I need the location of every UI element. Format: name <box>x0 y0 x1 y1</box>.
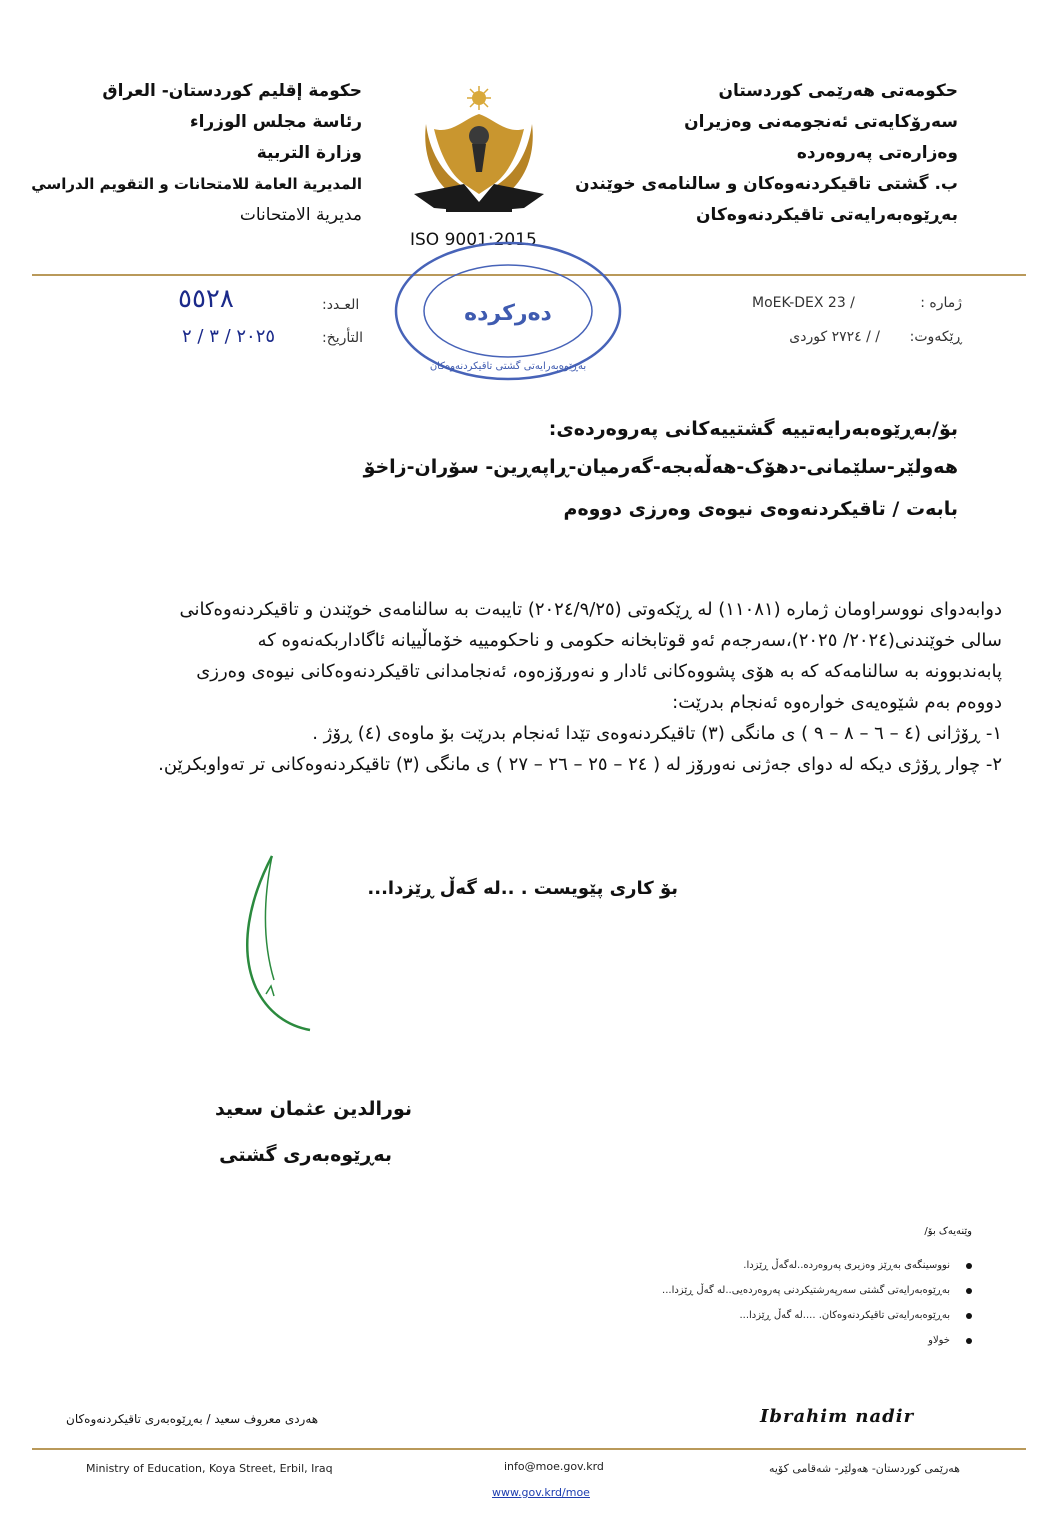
body-list-item: ٢- چوار ڕۆژی دیکە لە دوای جەژنی نەورۆز لە ( ٢٤ – ٢٥ – ٢٦ – ٢٧ ) ی مانگی (٣) تاقیکردنەوەکانی تر تەواوبکرێن. <box>158 754 1002 775</box>
body-line: دوابەدوای نووسراومان ژمارە (١١٠٨١) لە ڕێکەوتی (٢٠٢٤/٩/٢٥) تایبەت بە سالنامەی خوێندن و تاقیکردنەوەکانی <box>179 599 1002 620</box>
number-value: MoEK-DEX 23 / <box>752 295 855 311</box>
iso-certification: ISO 9001:2015 <box>410 230 537 250</box>
recipient: بۆ/بەڕێوەبەرایەتیيە گشتییەکانی پەروەردەی: <box>548 418 958 440</box>
number-label-ar: العـدد: <box>322 297 360 313</box>
date-label-ku: ڕێکەوت: <box>909 329 962 345</box>
copies-item-text: خولاو <box>928 1335 950 1346</box>
official-stamp <box>388 236 628 386</box>
kurdistan-emblem-icon <box>404 84 554 224</box>
footer-address-ku: هەرێمی کوردستان- هەولێر- شەقامی کۆیە <box>768 1462 960 1475</box>
signatory-title: بەڕێوەبەری گشتی <box>219 1144 392 1166</box>
footer-address-en: Ministry of Education, Koya Street, Erbil, Iraq <box>86 1462 333 1475</box>
copies-item-text: بەڕێوەبەرایەتی گشتی سەرپەرشتیکردنی پەروەردەیی..لە گەڵ ڕێزدا... <box>662 1285 950 1296</box>
header-arabic <box>32 76 362 231</box>
header-arabic-line: المديرية العامة للامتحانات و التقويم الدراسي <box>31 175 362 193</box>
svg-text:بەڕێوەبەرایەتی گشتی تاقیکردنەو: بەڕێوەبەرایەتی گشتی تاقیکردنەوەکان <box>429 361 587 372</box>
header-kurdish-line: وەزارەتی پەروەردە <box>796 143 958 163</box>
date-label-ar: التأريخ: <box>322 330 364 346</box>
header-arabic-line: مديرية الامتحانات <box>239 205 362 225</box>
bullet-icon <box>966 1338 972 1344</box>
body-list-item: ١- ڕۆژانی (٤ – ٦ – ٨ – ٩ ) ی مانگی (٣) تاقیکردنەوەی تێدا ئەنجام بدرێت بۆ ماوەی (٤) ڕۆژ . <box>312 723 1002 744</box>
header-kurdish-line: ب. گشتی تاقیکردنەوەکان و سالنامەی خوێندن <box>575 174 958 194</box>
bullet-icon <box>966 1263 972 1269</box>
signature-graphic <box>232 848 322 1038</box>
bullet-icon <box>966 1313 972 1319</box>
header-kurdish-line: سەرۆکایەتی ئەنجومەنی وەزیران <box>684 112 958 132</box>
footer-website[interactable]: www.gov.krd/moe <box>492 1486 590 1499</box>
header-arabic-line: وزارة التربية <box>256 143 362 163</box>
letter-body <box>34 594 1002 780</box>
svg-text:دەرکردە: دەرکردە <box>464 301 552 326</box>
copies-item-text: نووسینگەی بەڕێز وەزیری پەروەردە..لەگەڵ ڕێزدا. <box>743 1260 950 1271</box>
preparer-handwritten: Ibrahim nadir <box>760 1406 915 1427</box>
header-kurdish-line: حکومەتی هەرێمی کوردستان <box>718 81 958 101</box>
recipient-cities: هەولێر-سلێمانی-دهۆک-هەڵەبجە-گەرمیان-ڕاپەڕین- سۆران-زاخۆ <box>363 456 958 478</box>
date-value-ku: / / ٢٧٢٤ کوردی <box>789 329 880 345</box>
number-label-ku: ژمارە : <box>920 295 962 311</box>
handwritten-number: ٥٥٢٨ <box>178 284 234 314</box>
copies-list <box>352 1253 972 1353</box>
copies-item <box>352 1278 972 1303</box>
copies-heading: وێنەیەک بۆ/ <box>924 1226 972 1237</box>
closing-line: بۆ کاری پێویست . ..لە گەڵ ڕێزدا... <box>367 878 678 899</box>
body-line: پابەندبوونە بە سالنامەکە کە بە هۆی پشووەکانی ئادار و نەورۆزەوە، ئەنجامدانی تاقیکردنەوەکانی نیوەی وەرزی <box>196 661 1002 682</box>
header-arabic-line: رئاسة مجلس الوزراء <box>189 112 362 132</box>
copies-item <box>352 1253 972 1278</box>
header-kurdish <box>538 76 958 231</box>
footer-divider <box>32 1448 1026 1450</box>
footer-email[interactable]: info@moe.gov.krd <box>504 1460 604 1473</box>
stamp-lettering <box>430 301 586 372</box>
handwritten-date: ٢٠٢٥ / ٣ / ٢ <box>182 326 276 347</box>
body-line: سالی خوێندنی(٢٠٢٤/ ٢٠٢٥)،سەرجەم ئەو قوتابخانە حکومی و ناحکومییە خۆماڵییانە ئاگاداربکەنەوە کە <box>257 630 1002 651</box>
signatory-name: نورالدين عثمان سعيد <box>214 1098 412 1120</box>
copies-item <box>352 1303 972 1328</box>
header-kurdish-line: بەڕێوەبەرایەتی تاقیکردنەوەکان <box>696 205 958 225</box>
bullet-icon <box>966 1288 972 1294</box>
subject: بابەت / تاقیکردنەوەی نیوەی وەرزی دووەم <box>563 498 958 520</box>
header-arabic-line: حكومة إقليم كوردستان- العراق <box>102 81 362 101</box>
copies-item <box>352 1328 972 1353</box>
preparer-left: هەردی معروف سعيد / بەڕێوەبەری تاقیکردنەوەکان <box>66 1412 319 1426</box>
copies-item-text: بەڕێوەبەرایەتی تاقیکردنەوەکان. ....لە گەڵ ڕێزدا... <box>739 1310 950 1321</box>
body-line: دووەم بەم شێوەیەی خوارەوە ئەنجام بدرێت: <box>672 692 1002 713</box>
